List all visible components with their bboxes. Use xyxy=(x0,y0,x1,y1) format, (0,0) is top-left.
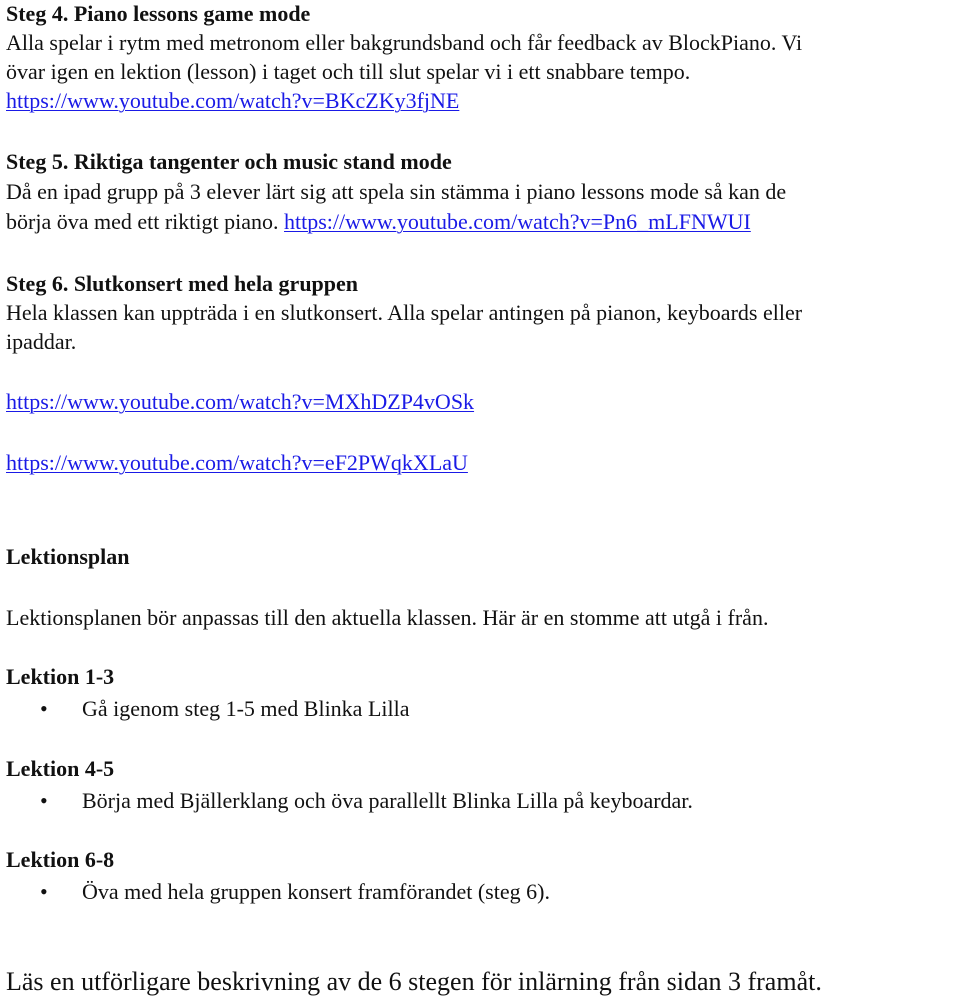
lesson-item-text: Öva med hela gruppen konsert framförandet (steg 6). xyxy=(82,879,550,904)
steg5-heading: Steg 5. Riktiga tangenter och music stand mode xyxy=(6,149,452,174)
steg4-line1: Alla spelar i rytm med metronom eller bakgrundsband och får feedback av BlockPiano. Vi xyxy=(6,30,803,55)
lesson-title: Lektion 4-5 xyxy=(6,756,115,781)
steg4-line2: övar igen en lektion (lesson) i taget och till slut spelar vi i ett snabbare tempo. xyxy=(6,59,691,84)
steg6-line1: Hela klassen kan uppträda i en slutkonsert. Alla spelar antingen på pianon, keyboards eller xyxy=(6,300,803,325)
steg5-video-link[interactable]: https://www.youtube.com/watch?v=Pn6_mLFNWUI xyxy=(284,209,751,234)
lesson-title: Lektion 1-3 xyxy=(6,664,115,689)
bullet-icon: • xyxy=(40,879,48,904)
lesson-item-text: Gå igenom steg 1-5 med Blinka Lilla xyxy=(82,696,410,721)
steg5-line2 xyxy=(6,208,751,236)
footer-note: Läs en utförligare beskrivning av de 6 stegen för inlärning från sidan 3 framåt. xyxy=(6,967,822,996)
steg5-line1: Då en ipad grupp på 3 elever lärt sig att spela sin stämma i piano lessons mode så kan de xyxy=(6,179,787,204)
steg6-heading: Steg 6. Slutkonsert med hela gruppen xyxy=(6,271,359,296)
steg5-line2-text: börja öva med ett riktigt piano. xyxy=(6,209,279,234)
bullet-icon: • xyxy=(40,696,48,721)
steg4-heading: Steg 4. Piano lessons game mode xyxy=(6,1,311,26)
steg6-line2: ipaddar. xyxy=(6,329,77,354)
steg6-video-link-2[interactable]: https://www.youtube.com/watch?v=eF2PWqkXLaU xyxy=(6,450,468,475)
lektionsplan-intro: Lektionsplanen bör anpassas till den aktuella klassen. Här är en stomme att utgå i från. xyxy=(6,605,769,630)
lesson-title: Lektion 6-8 xyxy=(6,847,115,872)
steg4-video-link[interactable]: https://www.youtube.com/watch?v=BKcZKy3fjNE xyxy=(6,88,460,113)
lesson-item-text: Börja med Bjällerklang och öva parallellt Blinka Lilla på keyboardar. xyxy=(82,788,693,813)
bullet-icon: • xyxy=(40,788,48,813)
steg6-video-link-1[interactable]: https://www.youtube.com/watch?v=MXhDZP4vOSk xyxy=(6,389,475,414)
lektionsplan-heading: Lektionsplan xyxy=(6,544,130,569)
